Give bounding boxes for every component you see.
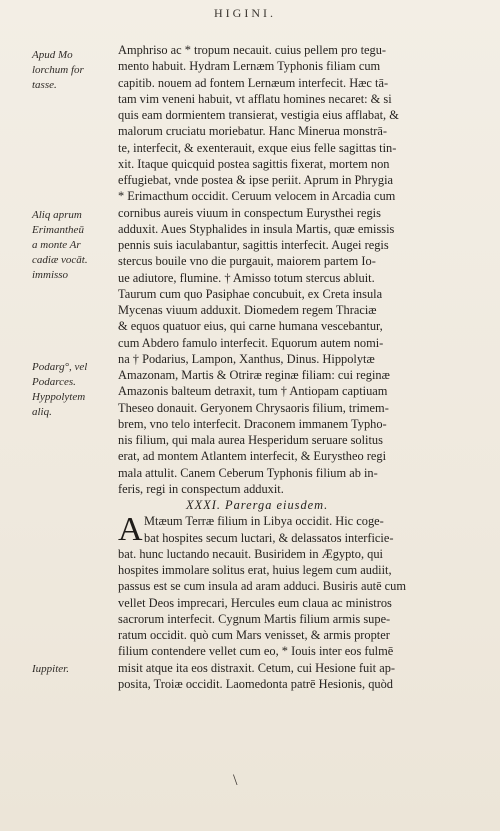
text-line: mala attulit. Canem Ceberum Typhonis filium ab in- <box>118 465 378 480</box>
text-line: pennis suis iaculabantur, sagittis interfecit. Augei regis <box>118 238 389 252</box>
text-line: posita, Troiæ occidit. Laomedonta patrē Hesionis, quòd <box>118 676 393 691</box>
text-line: mento habuit. Hydram Lernæm Typhonis filiam cum <box>118 59 381 74</box>
text-line: brem, vno telo interfecit. Draconem immanem Typho- <box>118 416 387 431</box>
text-line: xit. Itaque quicquid postea sagittis fixerat, mortem non <box>118 156 390 171</box>
margin-note-3 <box>32 360 112 420</box>
margin-note-line: Hyppolytem <box>32 391 86 403</box>
text-line: na † Podarius, Lampon, Xanthus, Dinus. Hippolytæ <box>118 351 375 366</box>
text-line: effugiebat, vnde postea & ipse periit. Aprum in Phrygia <box>118 173 394 187</box>
text-line: Taurum cum quo Pasiphae concubuit, ex Creta insula <box>118 286 383 301</box>
margin-note-2 <box>32 208 112 283</box>
drop-cap-block <box>118 511 464 549</box>
text-line: sacrorum interfecit. Cygnum Martis filium armis supe- <box>118 611 391 626</box>
text-line: * Erimacthum occidit. Ceruum velocem in Arcadia cum <box>118 189 396 204</box>
margin-note-line: immisso <box>32 269 69 281</box>
text-line: filium contendere vellet cum eo, * Iouis inter eos fulmē <box>118 644 394 659</box>
text-line: stercus bouile vno die purgauit, maiorem partem Io- <box>118 254 376 269</box>
margin-note-4 <box>32 662 112 677</box>
text-line: passus est se cum insula ad aram adduci. Busiris autē cum <box>118 579 407 594</box>
text-line: misit atque ita eos distraxit. Cetum, cui Hesione fuit ap- <box>118 660 396 675</box>
drop-cap: A <box>118 511 143 549</box>
text-line: Amazonis balteum detraxit, tum † Antiopam captiuam <box>118 384 388 399</box>
text-line: cum Abdero famulo interfecit. Equorum autem nomi- <box>118 335 384 350</box>
text-line: bat hospites secum luctari, & delassatos interficie- <box>144 530 394 545</box>
text-line: Mycenas viuum adduxit. Diomedem regem Thraciæ <box>118 303 377 317</box>
text-line: vellet Deos imprecari, Hercules eum claua ac ministros <box>118 595 392 610</box>
text-line: malorum cruciatu moriebatur. Hanc Minerua monstrā- <box>118 124 388 139</box>
text-line: Amazonam, Martis & Otriræ reginæ filiam: cui reginæ <box>118 368 390 382</box>
section-heading: XXXI. Parerga eiusdem. <box>186 498 329 512</box>
text-line: Amphriso ac * tropum necauit. cuius pellem pro tegu- <box>118 43 387 57</box>
text-line: quis eam dormientem transierat, vestigia eius afflabat, & <box>118 108 399 122</box>
margin-note-line: a monte Ar <box>32 239 81 251</box>
body-text <box>118 42 464 692</box>
text-line: te, interfecit, & exenterauit, exque eius felle sagittas tin- <box>118 140 397 155</box>
margin-note-1 <box>32 48 112 93</box>
margin-note-line: Podarces. <box>32 376 76 388</box>
text-line: tam vim veneni habuit, vt afflatu homines necaret: & si <box>118 91 392 106</box>
text-line: & equos quatuor eius, qui carne humana vescebantur, <box>118 319 383 334</box>
text-line: nis filium, qui mala aurea Hesperidum seruare solitus <box>118 433 383 447</box>
margin-note-line: Erimantheū <box>32 224 84 236</box>
text-line: Theseo donauit. Geryonem Chrysaoris filium, trimem- <box>118 400 389 415</box>
text-line: feris, regi in conspectum adduxit. <box>118 481 284 496</box>
margin-note-line: cadiæ vocāt. <box>32 254 88 266</box>
running-head: HIGINI. <box>214 6 276 20</box>
margin-note-line: Iuppiter. <box>32 663 69 675</box>
text-line: bat. hunc luctando necauit. Busiridem in Ægypto, qui <box>118 546 383 561</box>
margin-note-line: tasse. <box>32 79 57 91</box>
margin-note-line: aliq. <box>32 406 52 418</box>
margin-note-line: Apud Mo <box>32 49 73 61</box>
text-line: hospites immolare solitus erat, huius legem cum audiit, <box>118 563 392 577</box>
text-line: cornibus aureis viuum in conspectum Eurysthei regis <box>118 205 381 220</box>
margin-note-line: Podarg°, vel <box>32 361 88 373</box>
text-line: capitib. nouem ad fontem Lernæum interfecit. Hæc tā- <box>118 75 389 90</box>
text-line: erat, ad montem Atlantem interfecit, & Eurystheo regi <box>118 449 387 464</box>
text-line: ue adiutore, flumine. † Amisso totum stercus abluit. <box>118 270 375 285</box>
text-line: ratum occidit. quò cum Mars venisset, & armis propter <box>118 628 390 642</box>
text-line: Mtæum Terræ filium in Libya occidit. Hic coge- <box>144 514 384 529</box>
margin-note-line: lorchum for <box>32 64 84 76</box>
signature-mark: \ <box>233 772 238 789</box>
margin-note-line: Aliq aprum <box>32 209 82 221</box>
text-line: adduxit. Aues Styphalides in insula Martis, quæ emissis <box>118 221 395 236</box>
